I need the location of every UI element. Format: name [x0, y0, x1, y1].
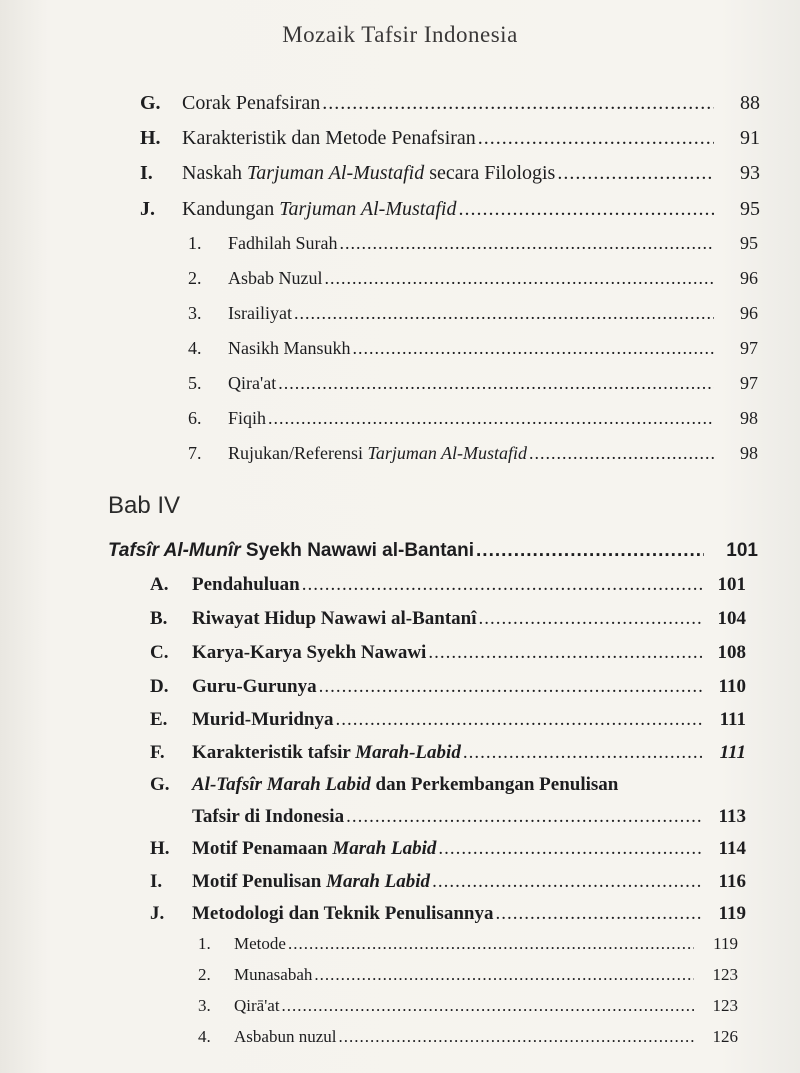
chapter-page: 101 — [726, 540, 758, 561]
entry-title: Kandungan Tarjuman Al-Mustafid — [182, 198, 457, 220]
subentry-title: Asbabun nuzul — [234, 1027, 337, 1046]
subentry-page: 98 — [740, 408, 758, 428]
toc-subentry — [188, 268, 758, 289]
leader-dots — [428, 642, 702, 664]
subentry-title: Fadhilah Surah — [228, 233, 338, 253]
subentry-page: 97 — [740, 373, 758, 393]
chapter-title: Tafsîr Al-Munîr Syekh Nawawi al-Bantani — [108, 540, 475, 561]
subentry-title: Nasikh Mansukh — [228, 338, 351, 358]
leader-dots — [529, 443, 714, 464]
toc-subentry — [188, 408, 758, 429]
leader-dots — [335, 709, 702, 731]
subentry-page: 96 — [740, 303, 758, 323]
entry-letter: A. — [150, 574, 169, 595]
entry-title: Metodologi dan Teknik Penulisannya — [192, 903, 494, 924]
toc-subentry — [198, 934, 738, 954]
entry-page: 95 — [740, 198, 760, 220]
subentry-number: 1. — [188, 233, 202, 253]
entry-letter: I. — [140, 162, 153, 184]
subentry-number: 2. — [198, 965, 211, 984]
subentry-page: 96 — [740, 268, 758, 288]
leader-dots — [338, 1027, 694, 1047]
subentry-title: Rujukan/Referensi Tarjuman Al-Mustafid — [228, 443, 527, 463]
toc-entry-c — [150, 642, 746, 664]
toc-entry-h — [140, 127, 760, 150]
subentry-number: 5. — [188, 373, 202, 393]
subentry-title: Qira'at — [228, 373, 277, 393]
subentry-title: Asbab Nuzul — [228, 268, 323, 288]
entry-title: Motif Penamaan Marah Labid — [192, 838, 437, 859]
leader-dots — [438, 838, 702, 860]
leader-dots — [294, 303, 714, 324]
entry-page: 114 — [718, 838, 746, 859]
toc-entry-h2 — [150, 838, 746, 860]
entry-title: Karakteristik tafsir Marah-Labid — [192, 742, 461, 763]
entry-title: Karya-Karya Syekh Nawawi — [192, 642, 427, 663]
entry-title: Karakteristik dan Metode Penafsiran — [182, 127, 476, 149]
leader-dots — [268, 408, 714, 429]
toc-entry-a — [150, 574, 746, 596]
leader-dots — [324, 268, 714, 289]
toc-entry-f — [150, 742, 746, 764]
entry-title: Riwayat Hidup Nawawi al-Bantanî — [192, 608, 477, 629]
entry-page: 93 — [740, 162, 760, 184]
entry-title: Guru-Gurunya — [192, 676, 317, 697]
entry-page: 113 — [718, 806, 746, 827]
leader-dots — [432, 871, 702, 893]
subentry-number: 3. — [188, 303, 202, 323]
leader-dots — [314, 965, 694, 985]
entry-page: 111 — [719, 742, 746, 763]
leader-dots — [340, 233, 715, 254]
subentry-number: 2. — [188, 268, 202, 288]
subentry-title: Munasabah — [234, 965, 313, 984]
leader-dots — [288, 934, 694, 954]
toc-subentry — [188, 338, 758, 359]
leader-dots — [478, 127, 714, 150]
entry-page: 119 — [718, 903, 746, 924]
entry-letter: I. — [150, 871, 163, 892]
entry-letter: J. — [150, 903, 165, 924]
toc-subentry — [188, 303, 758, 324]
chapter-label: Bab IV — [108, 492, 181, 519]
subentry-page: 126 — [712, 1027, 738, 1046]
subentry-title: Qirā'at — [234, 996, 280, 1015]
entry-title: Corak Penafsiran — [182, 92, 321, 114]
leader-dots — [495, 903, 702, 925]
toc-entry-b — [150, 608, 746, 630]
toc-entry-g2-line1 — [150, 774, 618, 796]
entry-page: 88 — [740, 92, 760, 114]
entry-page: 104 — [717, 608, 746, 629]
toc-subentry — [188, 233, 758, 254]
running-header: Mozaik Tafsir Indonesia — [282, 22, 518, 47]
subentry-number: 4. — [198, 1027, 211, 1046]
subentry-number: 7. — [188, 443, 202, 463]
entry-title: Tafsir di Indonesia — [192, 806, 345, 827]
entry-title: Murid-Muridnya — [192, 709, 334, 730]
toc-entry-g2-line2 — [150, 806, 746, 828]
subentry-title: Metode — [234, 934, 286, 953]
entry-page: 116 — [718, 871, 746, 892]
subentry-number: 6. — [188, 408, 202, 428]
entry-letter: C. — [150, 642, 169, 663]
leader-dots — [463, 742, 702, 764]
entry-title-italic: Al-Tafsîr Marah Labid — [192, 774, 371, 795]
subentry-page: 123 — [712, 996, 738, 1015]
leader-dots — [302, 574, 702, 596]
entry-page: 111 — [719, 709, 746, 730]
leader-dots — [346, 806, 702, 828]
subentry-number: 4. — [188, 338, 202, 358]
toc-subentry — [198, 965, 738, 985]
toc-entry-j2 — [150, 903, 746, 925]
entry-title: Pendahuluan — [192, 574, 300, 595]
toc-entry-g — [140, 92, 760, 115]
subentry-page: 97 — [740, 338, 758, 358]
leader-dots — [278, 373, 714, 394]
toc-entry-i — [140, 162, 760, 185]
toc-subentry — [198, 1027, 738, 1047]
entry-title: dan Perkembangan Penulisan — [370, 774, 619, 795]
toc-entry-d — [150, 676, 746, 698]
subentry-title: Fiqih — [228, 408, 267, 428]
subentry-page: 95 — [740, 233, 758, 253]
entry-letter: D. — [150, 676, 169, 697]
entry-title: Motif Penulisan Marah Labid — [192, 871, 431, 892]
toc-subentry — [188, 443, 758, 464]
entry-letter: E. — [150, 709, 168, 730]
entry-letter: F. — [150, 742, 165, 763]
leader-dots — [353, 338, 715, 359]
toc-subentry — [188, 373, 758, 394]
leader-dots — [458, 198, 714, 221]
subentry-number: 3. — [198, 996, 211, 1015]
subentry-page: 123 — [712, 965, 738, 984]
leader-dots — [479, 608, 702, 630]
entry-page: 110 — [718, 676, 746, 697]
toc-entry-i2 — [150, 871, 746, 893]
leader-dots — [557, 162, 714, 185]
entry-page: 108 — [717, 642, 746, 663]
entry-letter: J. — [140, 198, 155, 220]
leader-dots — [282, 996, 694, 1016]
subentry-title: Israiliyat — [228, 303, 292, 323]
entry-letter: H. — [150, 838, 170, 859]
entry-letter: B. — [150, 608, 168, 629]
subentry-number: 1. — [198, 934, 211, 953]
entry-letter: G. — [140, 92, 161, 114]
toc-subentry — [198, 996, 738, 1016]
leader-dots — [322, 92, 714, 115]
entry-letter: H. — [140, 127, 161, 149]
toc-entry-e — [150, 709, 746, 731]
entry-page: 101 — [717, 574, 746, 595]
subentry-page: 98 — [740, 443, 758, 463]
toc-entry-j — [140, 198, 760, 221]
entry-page: 91 — [740, 127, 760, 149]
leader-dots — [476, 540, 704, 562]
entry-letter: G. — [150, 774, 170, 795]
subentry-page: 119 — [713, 934, 738, 953]
entry-title: Naskah Tarjuman Al-Mustafid secara Filologis — [182, 162, 556, 184]
leader-dots — [319, 676, 702, 698]
chapter-title-entry — [108, 540, 758, 562]
